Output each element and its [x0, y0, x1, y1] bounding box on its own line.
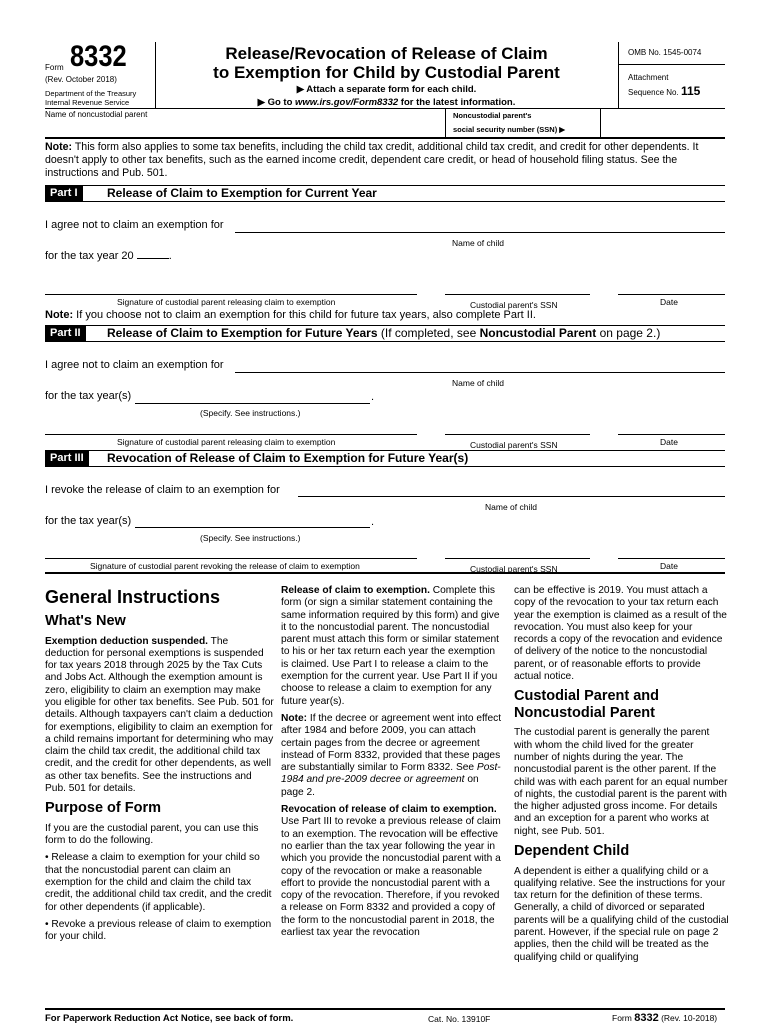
part1-name-of-child-label: Name of child — [452, 238, 504, 248]
part1-date-label: Date — [660, 297, 678, 307]
form-title — [155, 44, 618, 109]
part3-name-of-child-label: Name of child — [485, 502, 537, 512]
custodial-heading: Custodial Parent and Noncustodial Parent — [514, 688, 660, 721]
url-instruction: ▶ Go to www.irs.gov/Form8332 for the latest information. — [257, 97, 516, 108]
part3-header — [45, 450, 725, 467]
instructions-column-2 — [281, 585, 503, 944]
part1-title: Release of Claim to Exemption for Current Year — [107, 186, 377, 200]
noncustodial-name-field[interactable] — [45, 120, 440, 136]
release-paragraph: Release of claim to exemption. Complete this form (or sign a similar statement containing the same information required by this form) and give it to the noncustodial parent. The noncustodial parent must attach this form or similar statement to his or her tax return each year the exemption is claimed. Use Part I to release a claim to the exemption for the current year. Use Part II if you choose to release a claim to exemption for any future year(s). — [281, 585, 500, 707]
part3-date-field[interactable] — [618, 558, 725, 559]
part1-tax-year-field[interactable] — [137, 258, 169, 259]
period: . — [371, 516, 375, 528]
form-word: Form — [45, 63, 64, 72]
part2-tax-years-text: for the tax year(s) — [45, 390, 132, 402]
part3-tag: Part III — [45, 451, 89, 466]
period: . — [371, 391, 375, 403]
noncustodial-ssn-field[interactable] — [602, 110, 724, 136]
footer-form-id: Form 8332 (Rev. 10-2018) — [612, 1012, 718, 1024]
sequence-label: Sequence No. 115 — [628, 84, 701, 98]
part1-note: Note: If you choose not to claim an exemption for this child for future tax years, also complete Part II. — [45, 309, 536, 321]
part1-header — [45, 185, 725, 202]
part1-signature-label: Signature of custodial parent releasing claim to exemption — [117, 297, 336, 307]
dept-line1: Department of the Treasury — [45, 89, 137, 98]
ssn-label-line1: Noncustodial parent's — [453, 111, 532, 120]
instructions-column-1 — [45, 585, 275, 949]
part1-ssn-label: Custodial parent's SSN — [470, 300, 558, 310]
omb-number: OMB No. 1545-0074 — [628, 48, 702, 57]
part2-tag: Part II — [45, 326, 86, 341]
attach-instruction: ▶ Attach a separate form for each child. — [296, 84, 477, 95]
part3-date-label: Date — [660, 561, 678, 571]
part2-ssn-label: Custodial parent's SSN — [470, 440, 558, 450]
paperwork-notice: For Paperwork Reduction Act Notice, see back of form. — [45, 1013, 294, 1024]
part2-specify-label: (Specify. See instructions.) — [200, 408, 301, 418]
part2-signature-field[interactable] — [45, 434, 417, 435]
catalog-number: Cat. No. 13910F — [428, 1014, 491, 1024]
part1-tag: Part I — [45, 186, 83, 201]
part2-ssn-field[interactable] — [445, 434, 590, 435]
part3-tax-years-text: for the tax year(s) — [45, 515, 132, 527]
form-number: 8332 — [70, 40, 127, 73]
whats-new-text: Exemption deduction suspended. The deduction for personal exemptions is suspended for tax years 2018 through 2025 by the Tax Cuts and Jobs Act. Although the exemption amount is zero, eligibility to claim an exemption may make you eligible for other tax benefits. See Pub. 501 for details. Although taxpayers can't claim a deduction for exemptions, eligibility to claim an exemption for a child remains important for determining who may claim the child tax credit, the additional child tax credit, and the credit for other dependents, as well as other tax benefits. See the instructions and Pub. 501 for details. — [45, 635, 274, 795]
revision: (Rev. October 2018) — [45, 75, 117, 84]
part1-agree-text: I agree not to claim an exemption for — [45, 219, 224, 231]
decree-note: Note: If the decree or agreement went into effect after 1984 and before 2009, you can attach certain pages from the decree or agreement instead of Form 8332, provided that these pages are substantially similar to Form 8332. See Post-1984 and pre-2009 decree or agreement on page 2. — [281, 712, 502, 798]
purpose-bullet-2: • Revoke a previous release of claim to exemption for your child. — [45, 918, 272, 943]
part3-revoke-text: I revoke the release of claim to an exemption for — [45, 484, 280, 496]
ssn-label-line2: social security number (SSN) ▶ — [453, 125, 566, 134]
part2-signature-label: Signature of custodial parent releasing claim to exemption — [117, 437, 336, 447]
part1-child-name-field[interactable] — [235, 232, 725, 233]
part1-ssn-field[interactable] — [445, 294, 590, 295]
part3-title: Revocation of Release of Claim to Exemption for Future Year(s) — [107, 451, 469, 465]
instructions-column-3 — [514, 585, 729, 969]
part1-signature-field[interactable] — [45, 294, 417, 295]
part3-child-name-field[interactable] — [298, 496, 725, 497]
part2-date-field[interactable] — [618, 434, 725, 435]
whats-new-heading: What's New — [45, 613, 126, 629]
purpose-heading: Purpose of Form — [45, 800, 162, 817]
part2-date-label: Date — [660, 437, 678, 447]
part2-title: Release of Claim to Exemption for Future Years (If completed, see Noncustodial Parent on page 2.) — [107, 326, 661, 340]
part2-name-of-child-label: Name of child — [452, 378, 504, 388]
part2-tax-years-field[interactable] — [135, 403, 370, 404]
title-line2: to Exemption for Child by Custodial Parent — [213, 63, 560, 82]
part2-header — [45, 325, 725, 342]
part3-signature-field[interactable] — [45, 558, 417, 559]
form-note: Note: This form also applies to some tax benefits, including the child tax credit, additional child tax credit, and credit for other dependents. It doesn't apply to other tax benefits, such as the earned income credit, dependent care credit, or head of household filing status. See the instructions and Pub. 501. — [45, 141, 699, 179]
dependent-heading: Dependent Child — [514, 843, 630, 860]
noncustodial-name-label: Name of noncustodial parent — [45, 110, 148, 119]
irs-link[interactable]: www.irs.gov/Form8332 — [295, 97, 399, 108]
purpose-intro: If you are the custodial parent, you can use this form to do the following. — [45, 822, 259, 847]
title-line1: Release/Revocation of Release of Claim — [225, 44, 548, 63]
part3-specify-label: (Specify. See instructions.) — [200, 533, 301, 543]
part2-child-name-field[interactable] — [235, 372, 725, 373]
part2-agree-text: I agree not to claim an exemption for — [45, 359, 224, 371]
custodial-text: The custodial parent is generally the parent with whom the child lived for the greater number of nights during the year. The noncustodial parent is the other parent. If the child was with each parent for an equal number of nights, the custodial parent is the parent with the higher adjusted gross income. For details and an exception for a parent who works at night, see Pub. 501. — [514, 727, 728, 837]
revocation-paragraph: Revocation of release of claim to exemption. Use Part III to revoke a previous release of claim to an exemption. The revocation will be effective no earlier than the tax year following the year in which you provide the noncustodial parent with a copy of the revocation or make a reasonable effort to provide the noncustodial parent with a copy of the revocation. Therefore, if you revoked a release on Form 8332 and provided a copy of the form to the noncustodial parent in 2018, the earliest tax year the revocation — [281, 804, 501, 939]
general-instructions-heading: General Instructions — [45, 587, 221, 607]
dependent-text: A dependent is either a qualifying child or a qualifying relative. See the instructions for your tax return for the definition of these terms. Generally, a child of divorced or separated parents will be a qualifying child of the custodial parent. However, if the special rule on page 2 applies, then the child will be treated as the qualifying child or qualifying — [514, 865, 729, 963]
part3-signature-label: Signature of custodial parent revoking the release of claim to exemption — [90, 561, 360, 571]
dept-line2: Internal Revenue Service — [45, 98, 130, 107]
part3-tax-years-field[interactable] — [135, 527, 370, 528]
part3-ssn-label: Custodial parent's SSN — [470, 564, 558, 574]
attachment-label: Attachment — [628, 73, 669, 82]
sequence-number: 115 — [680, 84, 701, 98]
revocation-continued: can be effective is 2019. You must attach a copy of the revocation to your tax return each year the exemption is claimed as a result of the revocation. You must also keep for your records a copy of the revocation and evidence of delivery of the notice to the noncustodial parent, or of reasonable efforts to provide actual notice. — [514, 585, 727, 683]
part3-ssn-field[interactable] — [445, 558, 590, 559]
purpose-bullet-1: • Release a claim to exemption for your child so that the noncustodial parent can claim an exemption for the child and claim the child tax credit, the additional child tax credit, and the credit for other dependents (if applicable). — [45, 852, 272, 913]
part1-tax-year-text: for the tax year 20 . — [45, 250, 172, 262]
part1-date-field[interactable] — [618, 294, 725, 295]
